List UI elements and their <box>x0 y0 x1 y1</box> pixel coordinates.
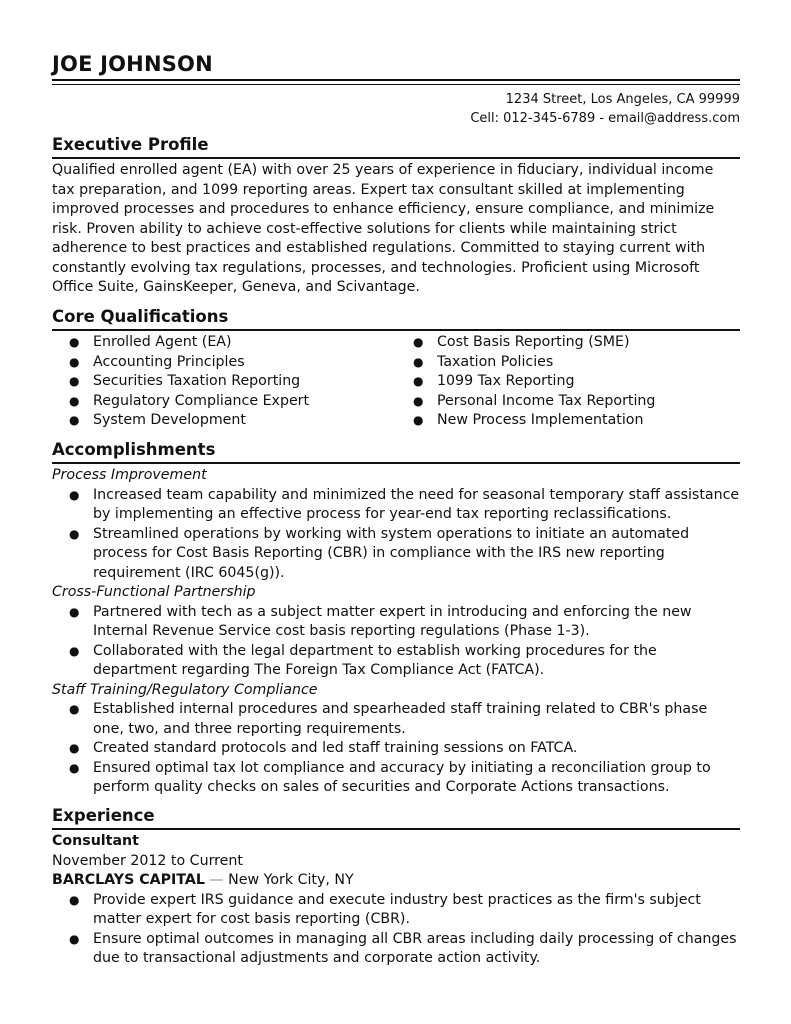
profile-line: constantly evolving tax regulations, processes, and technologies. Proficient using Microsoft <box>52 259 700 276</box>
bullet-icon: ● <box>413 393 424 408</box>
profile-line: risk. Proven ability to achieve cost-effective solutions for clients while maintaining strict <box>52 220 677 237</box>
bullet-icon: ● <box>69 393 80 408</box>
list-item: ● Created standard protocols and led staff training sessions on FATCA. <box>52 739 740 759</box>
bullet-icon: ● <box>69 413 80 427</box>
section-rule <box>52 462 740 464</box>
list-item: ● Taxation Policies <box>396 353 740 373</box>
list-item: ● Regulatory Compliance Expert <box>52 392 396 412</box>
contact-block <box>470 90 740 128</box>
separator-dash: — <box>209 872 224 888</box>
bullet-icon: ● <box>69 604 80 619</box>
list-item: ● Streamlined operations by working with system operations to initiate an automated process for Cost Basis Reporting (CBR) in compliance with the IRS new reporting requirement (IRC 6045(g)). <box>69 525 690 581</box>
section-experience <box>52 806 740 969</box>
header-rule-thick <box>52 79 740 81</box>
bullet-icon: ● <box>69 741 80 755</box>
bullet-icon: ● <box>413 374 424 388</box>
list-item: ● New Process Implementation <box>396 411 740 431</box>
bullet-icon: ● <box>69 335 80 349</box>
list-item: ● Collaborated with the legal department to establish working procedures for the department regarding The Foreign Tax Compliance Act (FATCA). <box>69 642 657 678</box>
profile-line: improved processes and procedures to enhance efficiency, ensure compliance, and minimize <box>52 201 715 217</box>
bullet-icon: ● <box>69 526 80 541</box>
section-title: Core Qualifications <box>52 307 229 326</box>
list-item: ● Cost Basis Reporting (SME) <box>396 333 740 353</box>
section-rule <box>52 329 740 331</box>
bullet-icon: ● <box>69 354 80 369</box>
accomplishment-list <box>52 603 740 681</box>
list-item: ● Partnered with tech as a subject matter expert in introducing and enforcing the new Internal Revenue Service cost basis reporting regulations (Phase 1-3). <box>69 603 692 639</box>
list-item: ● 1099 Tax Reporting <box>396 372 740 392</box>
section-title: Experience <box>52 806 155 825</box>
profile-line: Office Suite, GainsKeeper, Geneva, and Scivantage. <box>52 279 420 295</box>
section-rule <box>52 157 740 159</box>
list-item: ● System Development <box>52 411 396 431</box>
bullet-icon: ● <box>69 931 80 946</box>
employer-line <box>52 871 740 891</box>
company-name: BARCLAYS CAPITAL <box>52 872 205 888</box>
bullet-icon: ● <box>69 892 80 907</box>
list-item: ● Ensured optimal tax lot compliance and accuracy by initiating a reconciliation group to perform quality checks on sales of securities and Corporate Actions transactions. <box>69 759 711 795</box>
job-dates: November 2012 to Current <box>52 852 243 869</box>
list-item: ● Enrolled Agent (EA) <box>52 333 396 353</box>
contact-line: Cell: 012-345-6789 - email@address.com <box>470 111 740 126</box>
accomplishment-list <box>52 486 740 584</box>
bullet-icon: ● <box>69 374 80 388</box>
qualifications-left <box>52 333 396 431</box>
list-item: ● Accounting Principles <box>52 353 396 373</box>
address: 1234 Street, Los Angeles, CA 99999 <box>505 92 740 107</box>
bullet-icon: ● <box>69 702 80 716</box>
section-rule <box>52 828 740 830</box>
profile-line: Qualified enrolled agent (EA) with over 25 years of experience in fiduciary, individual income <box>52 162 714 178</box>
subsection-heading: Cross-Functional Partnership <box>52 584 256 600</box>
list-item: ● Securities Taxation Reporting <box>52 372 396 392</box>
bullet-icon: ● <box>413 335 424 349</box>
profile-text <box>52 161 740 298</box>
profile-line: adherence to best practices and established regulations. Committed to staying current with <box>52 240 706 256</box>
profile-line: tax preparation, and 1099 reporting areas. Expert tax consultant skilled at implementing <box>52 181 685 198</box>
list-item: ● Established internal procedures and spearheaded staff training related to CBR's phase one, two, and three reporting requirements. <box>69 701 708 737</box>
job-title: Consultant <box>52 833 139 849</box>
candidate-name: JOE JOHNSON <box>52 52 213 76</box>
subsection-heading: Process Improvement <box>52 467 207 483</box>
section-executive-profile <box>52 135 740 298</box>
list-item: ● Ensure optimal outcomes in managing all CBR areas including daily processing of changes due to transactional adjustments and corporate action activity. <box>69 930 737 966</box>
accomplishment-list <box>52 700 740 798</box>
section-title: Accomplishments <box>52 440 216 459</box>
bullet-icon: ● <box>413 413 424 427</box>
job-location: New York City, NY <box>228 872 354 888</box>
experience-list <box>52 891 740 969</box>
section-core-qualifications <box>52 307 740 431</box>
bullet-icon: ● <box>69 643 80 658</box>
section-accomplishments <box>52 440 740 798</box>
section-title: Executive Profile <box>52 135 209 154</box>
header-rule-thin <box>52 84 740 85</box>
list-item: ● Increased team capability and minimized the need for seasonal temporary staff assistance by implementing an effective process for year-end tax reporting reclassifications. <box>69 486 740 522</box>
bullet-icon: ● <box>69 760 80 775</box>
list-item: ● Provide expert IRS guidance and execute industry best practices as the firm's subject matter expert for cost basis reporting (CBR). <box>69 891 701 927</box>
list-item: ● Personal Income Tax Reporting <box>396 392 740 412</box>
bullet-icon: ● <box>69 487 80 502</box>
subsection-heading: Staff Training/Regulatory Compliance <box>52 681 318 698</box>
qualifications-right <box>396 333 740 431</box>
qualifications-columns <box>52 333 740 431</box>
bullet-icon: ● <box>413 354 424 369</box>
